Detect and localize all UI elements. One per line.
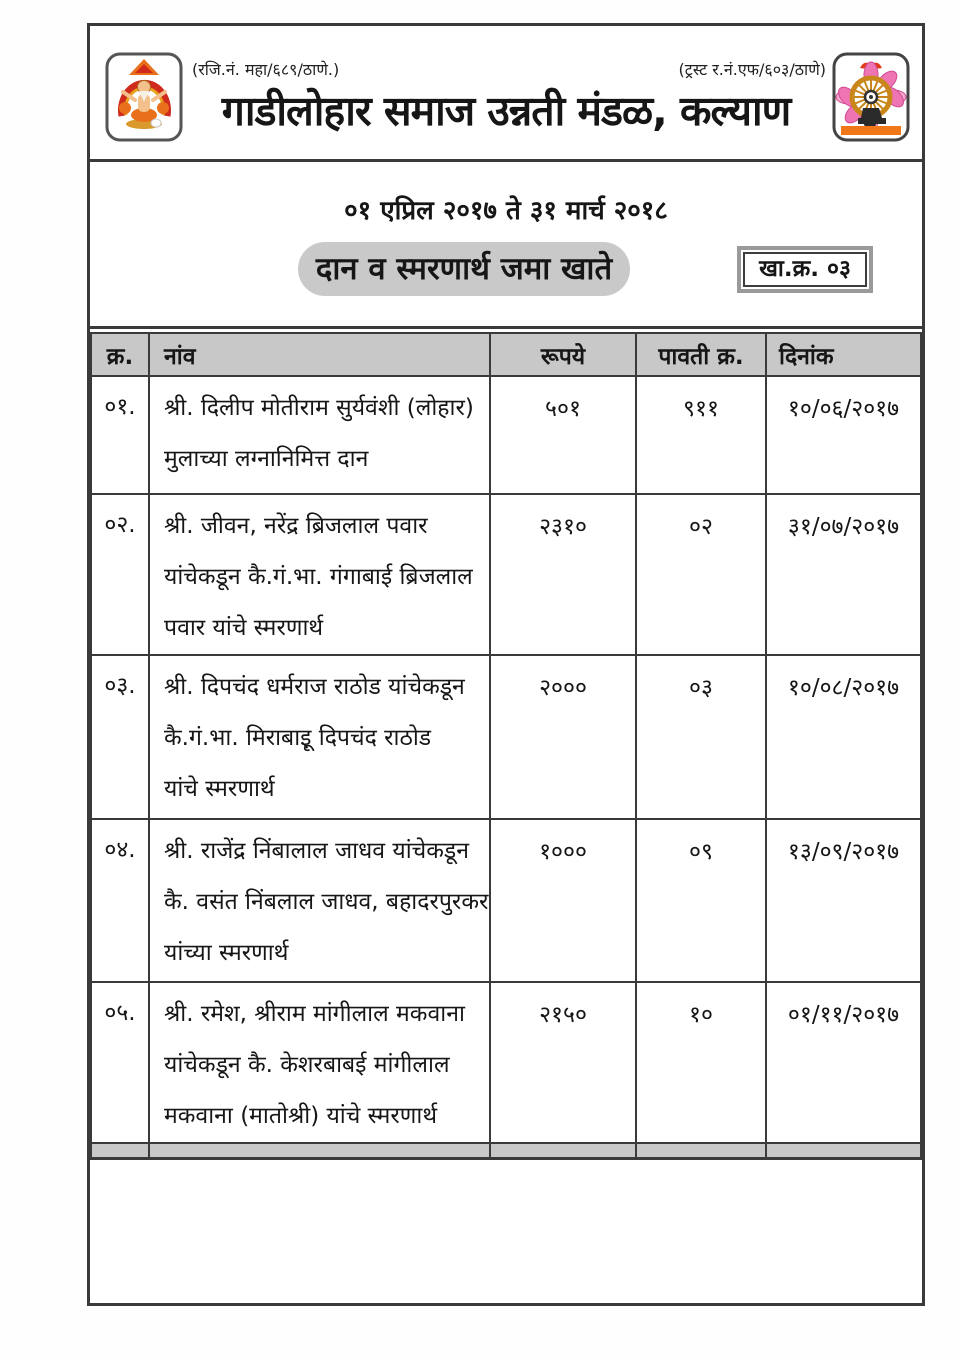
trust-number-right: (ट्रस्ट र.नं.एफ/६०३/ठाणे) xyxy=(678,60,826,79)
name-line: पवार यांचे स्मरणार्थ xyxy=(164,615,324,641)
section-divider xyxy=(90,326,922,329)
amount-cell: १००० xyxy=(490,819,636,982)
header xyxy=(90,26,922,162)
account-title-pill: दान व स्मरणार्थ जमा खाते xyxy=(298,242,630,296)
name-line: कै. वसंत निंबलाल जाधव, बहादरपुरकर xyxy=(164,889,489,915)
name-cell xyxy=(149,376,490,494)
period-dates: ०१ एप्रिल २०१७ ते ३१ मार्च २०१८ xyxy=(344,196,668,226)
flower-wheel-anvil-logo-icon xyxy=(832,52,910,142)
vishwakarma-deity-logo-icon xyxy=(105,52,183,142)
name-line: श्री. दिलीप मोतीराम सुर्यवंशी (लोहार) xyxy=(164,395,474,421)
table-row xyxy=(91,494,921,655)
receipt-cell: ९११ xyxy=(636,376,766,494)
name-cell xyxy=(149,819,490,982)
name-line: श्री. राजेंद्र निंबालाल जाधव यांचेकडून xyxy=(164,838,469,864)
name-line: मुलाच्या लग्नानिमित्त दान xyxy=(164,446,369,472)
col-header-serial: क्र. xyxy=(91,333,149,376)
serial-cell: ०१. xyxy=(91,376,149,494)
name-line: यांच्या स्मरणार्थ xyxy=(164,940,289,966)
col-header-receipt: पावती क्र. xyxy=(636,333,766,376)
serial-cell: ०३. xyxy=(91,655,149,819)
col-header-date: दिनांक xyxy=(766,333,921,376)
date-cell: १०/०८/२०१७ xyxy=(766,655,921,819)
name-line: मकवाना (मातोश्री) यांचे स्मरणार्थ xyxy=(164,1103,438,1129)
table-row xyxy=(91,982,921,1143)
table-row xyxy=(91,819,921,982)
receipt-cell: ०९ xyxy=(636,819,766,982)
name-line: कै.गं.भा. मिराबाइू दिपचंद राठोड xyxy=(164,725,432,751)
col-header-name: नांव xyxy=(149,333,490,376)
amount-cell: २३१० xyxy=(490,494,636,655)
registration-number-left: (रजि.नं. महा/६८९/ठाणे.) xyxy=(192,60,340,79)
organization-title: गाडीलोहार समाज उन्नती मंडळ, कल्याण xyxy=(221,87,791,135)
serial-cell: ०२. xyxy=(91,494,149,655)
date-cell: १३/०९/२०१७ xyxy=(766,819,921,982)
amount-cell: २१५० xyxy=(490,982,636,1143)
account-number-label: खा.क्र. ०३ xyxy=(743,252,867,287)
name-line: श्री. दिपचंद धर्मराज राठोड यांचेकडून xyxy=(164,674,465,700)
account-number-box xyxy=(737,246,873,293)
name-line: श्री. रमेश, श्रीराम मांगीलाल मकवाना xyxy=(164,1001,465,1027)
name-line: यांचे स्मरणार्थ xyxy=(164,776,275,802)
date-cell: १०/०६/२०१७ xyxy=(766,376,921,494)
name-line: श्री. जीवन, नरेंद्र ब्रिजलाल पवार xyxy=(164,513,428,539)
date-cell: ३१/०७/२०१७ xyxy=(766,494,921,655)
table-row xyxy=(91,655,921,819)
serial-cell: ०४. xyxy=(91,819,149,982)
table-row xyxy=(91,376,921,494)
col-header-amount: रूपये xyxy=(490,333,636,376)
table-header-row xyxy=(91,333,921,376)
empty-notes-box xyxy=(90,1157,922,1303)
receipt-cell: १० xyxy=(636,982,766,1143)
name-line: यांचेकडून कै. केशरबाबई मांगीलाल xyxy=(164,1052,450,1078)
serial-cell: ०५. xyxy=(91,982,149,1143)
donation-ledger-table xyxy=(90,332,922,1184)
receipt-cell: ०२ xyxy=(636,494,766,655)
name-cell xyxy=(149,655,490,819)
amount-cell: २००० xyxy=(490,655,636,819)
name-cell xyxy=(149,982,490,1143)
amount-cell: ५०१ xyxy=(490,376,636,494)
receipt-cell: ०३ xyxy=(636,655,766,819)
page-frame xyxy=(87,23,925,1306)
name-cell xyxy=(149,494,490,655)
name-line: यांचेकडून कै.गं.भा. गंगाबाई ब्रिजलाल xyxy=(164,564,473,590)
date-cell: ०१/११/२०१७ xyxy=(766,982,921,1143)
